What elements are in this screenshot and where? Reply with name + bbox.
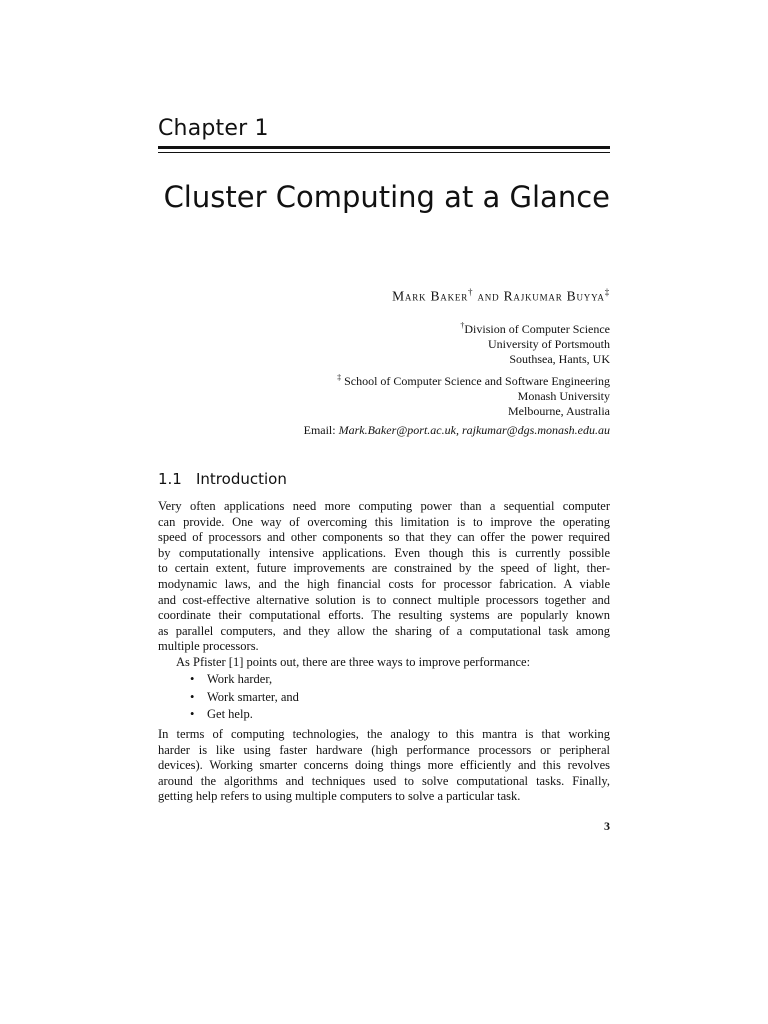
chapter-rule-thick <box>158 146 610 149</box>
email-line <box>304 423 610 438</box>
text-line: coordinate their computational efforts. The resulting systems are popularly known <box>158 608 610 623</box>
author-line <box>392 287 610 305</box>
text-line: devices). Working smarter concerns doing things more efficiently and this revolves <box>158 758 610 773</box>
text-line: to certain extent, future improvements are constrained by the speed of light, ther- <box>158 561 610 576</box>
text-line: by computationally intensive applications. Even though this is currently possible <box>158 545 610 560</box>
section-title: Introduction <box>196 470 287 488</box>
list-item: • Get help. <box>190 706 299 724</box>
affiliation-2 <box>337 370 610 419</box>
text-line: as parallel computers, and they allow the sharing of a computational task among <box>158 623 610 638</box>
text-line: speed of processors and other components so that they can offer the power required <box>158 530 610 545</box>
author-name-2: Rajkumar Buyya <box>503 288 605 304</box>
list-item: • Work harder, <box>190 671 299 689</box>
paragraph-analogy <box>158 727 610 805</box>
affiliation-line: Southsea, Hants, UK <box>509 352 610 366</box>
affiliation-line: †Division of Computer Science <box>460 321 610 336</box>
chapter-label: Chapter 1 <box>158 116 269 141</box>
pfister-line: As Pfister [1] points out, there are three ways to improve performance: <box>176 655 531 669</box>
text-line: getting help refers to using multiple computers to solve a particular task. <box>158 789 521 804</box>
chapter-rule-thin <box>158 152 610 153</box>
affiliation-line: Melbourne, Australia <box>508 404 610 418</box>
text-line: In terms of computing technologies, the analogy to this mantra is that working <box>158 727 610 741</box>
text-line: can provide. One way of overcoming this limitation is to improve the operating <box>158 514 610 529</box>
affiliation-1 <box>460 318 610 367</box>
bullet-icon: • <box>190 672 195 686</box>
text-line: multiple processors. <box>158 639 259 654</box>
section-heading <box>158 470 287 488</box>
email-label: Email: <box>303 423 336 437</box>
section-number: 1.1 <box>158 470 182 488</box>
affiliation-line: Monash University <box>517 389 610 403</box>
author-name-1: Mark Baker <box>392 288 468 304</box>
affiliation-mark: † <box>460 321 465 330</box>
page-number: 3 <box>604 819 610 833</box>
bullet-icon: • <box>190 707 195 721</box>
text-line: around the algorithms and techniques used to solve computational tasks. Finally, <box>158 773 610 788</box>
bullet-list <box>190 671 299 724</box>
chapter-title: Cluster Computing at a Glance <box>163 180 610 214</box>
email-addresses: Mark.Baker@port.ac.uk, rajkumar@dgs.monash.edu.au <box>338 423 610 437</box>
text-line: and cost-effective alternative solution is to connect multiple processors together and <box>158 592 610 607</box>
affiliation-line: University of Portsmouth <box>488 337 610 351</box>
list-item: • Work smarter, and <box>190 689 299 707</box>
bullet-icon: • <box>190 689 195 704</box>
text-line: Very often applications need more computing power than a sequential computer <box>158 499 610 513</box>
text-line: harder is like using faster hardware (high performance processors or peripheral <box>158 742 610 757</box>
affiliation-line: ‡ School of Computer Science and Software Engineering <box>337 373 610 388</box>
paragraph-introduction <box>158 499 610 655</box>
author-mark-2: ‡ <box>604 287 610 297</box>
text-line: modynamic laws, and the high financial costs for processor fabrication. A viable <box>158 576 610 591</box>
affiliation-mark: ‡ <box>337 373 342 382</box>
author-mark-1: † <box>468 287 474 297</box>
author-and: and <box>477 288 500 304</box>
